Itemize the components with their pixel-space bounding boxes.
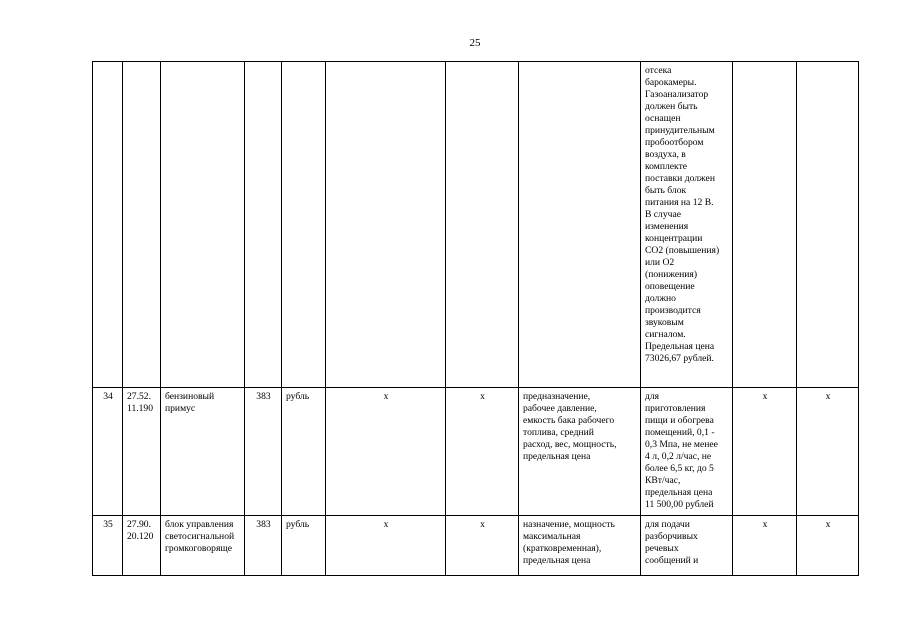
okpd2-code-cell xyxy=(123,62,161,388)
requirement-line: производится xyxy=(645,305,701,316)
requirements-cell xyxy=(641,62,733,388)
value-cell xyxy=(446,388,519,516)
requirement-line: звуковым xyxy=(645,317,684,328)
requirement-line: предельная цена xyxy=(645,487,713,498)
okpd2-code-text: 27.52. 11.190 xyxy=(127,391,154,414)
value-cell xyxy=(797,388,859,516)
characteristics-text: предназначение, рабочее давление, емкость бака рабочего топлива, средний расход, вес, мощность, предельная цена xyxy=(523,391,617,462)
characteristics-cell xyxy=(519,62,641,388)
row-number-cell xyxy=(93,388,123,516)
okei-code-cell xyxy=(245,388,282,516)
okpd2-code-text: 27.90. 20.120 xyxy=(127,519,154,542)
item-name-cell xyxy=(161,62,245,388)
requirement-line: должно xyxy=(645,293,676,304)
requirement-line: 11 500,00 рублей xyxy=(645,499,714,510)
okei-code-cell xyxy=(245,516,282,576)
item-name-text: бензиновый примус xyxy=(165,391,215,414)
requirements-cell xyxy=(641,388,733,516)
unit-text: рубль xyxy=(286,519,310,530)
unit-cell xyxy=(282,516,326,576)
requirement-line: сигналом. xyxy=(645,329,686,340)
requirement-line: барокамеры. xyxy=(645,77,697,88)
value-cell xyxy=(326,62,446,388)
unit-cell xyxy=(282,388,326,516)
value-text: x xyxy=(762,519,768,530)
value-cell xyxy=(326,516,446,576)
unit-text: рубль xyxy=(286,391,310,402)
value-cell xyxy=(733,62,797,388)
okpd2-code-cell xyxy=(123,516,161,576)
value-text: x xyxy=(383,391,389,402)
table-row xyxy=(93,62,859,388)
requirement-line: или О2 xyxy=(645,257,675,268)
value-text: x xyxy=(383,519,389,530)
requirement-line: (понижения) xyxy=(645,269,698,280)
value-cell xyxy=(326,388,446,516)
requirement-line: пробоотбором xyxy=(645,137,704,148)
value-cell xyxy=(797,516,859,576)
value-cell xyxy=(797,62,859,388)
specification-table xyxy=(92,61,859,576)
requirement-line: речевых xyxy=(645,543,679,554)
row-number-text: 34 xyxy=(103,391,113,402)
requirement-line: В случае xyxy=(645,209,681,220)
value-text: x xyxy=(825,519,831,530)
value-text: x xyxy=(480,391,485,402)
value-text: x xyxy=(825,391,831,402)
row-number-cell xyxy=(93,62,123,388)
requirement-line: оповещение xyxy=(645,281,695,292)
requirement-line: КВт/час, xyxy=(645,475,681,486)
unit-cell xyxy=(282,62,326,388)
okei-code-text: 383 xyxy=(256,391,271,402)
row-number-text: 35 xyxy=(103,519,113,530)
requirement-line: 73026,67 рублей. xyxy=(645,353,714,364)
item-name-cell xyxy=(161,388,245,516)
requirement-line: питания на 12 В. xyxy=(645,197,714,208)
requirement-line: приготовления xyxy=(645,403,706,414)
characteristics-text: назначение, мощность максимальная (кратковременная), предельная цена xyxy=(523,519,615,566)
table-row xyxy=(93,516,859,576)
value-text: x xyxy=(480,519,485,530)
requirement-line: принудительным xyxy=(645,125,715,136)
requirement-line: должен быть xyxy=(645,101,698,112)
requirement-line: сообщений и xyxy=(645,555,699,566)
requirement-line: 4 л, 0,2 л/час, не xyxy=(645,451,712,462)
okei-code-cell xyxy=(245,62,282,388)
requirement-line: более 6,5 кг, до 5 xyxy=(645,463,714,474)
item-name-text: блок управления светосигнальной громкоговоряще xyxy=(165,519,235,554)
requirements-cell xyxy=(641,516,733,576)
requirement-line: Предельная цена xyxy=(645,341,715,352)
requirement-line: поставки должен xyxy=(645,173,715,184)
requirement-line: СО2 (повышения) xyxy=(645,245,720,256)
item-name-cell xyxy=(161,516,245,576)
value-cell xyxy=(733,516,797,576)
value-cell xyxy=(446,62,519,388)
requirement-line: комплекте xyxy=(645,161,688,172)
requirement-line: пищи и обогрева xyxy=(645,415,714,426)
value-text: x xyxy=(762,391,768,402)
requirement-line: оснащен xyxy=(645,113,681,124)
okpd2-code-cell xyxy=(123,388,161,516)
requirement-line: воздуха, в xyxy=(645,149,686,160)
okei-code-text: 383 xyxy=(256,519,271,530)
requirement-line: быть блок xyxy=(645,185,687,196)
requirement-line: концентрации xyxy=(645,233,703,244)
value-cell xyxy=(733,388,797,516)
requirement-line: помещений, 0,1 - xyxy=(645,427,715,438)
requirement-line: для xyxy=(645,391,660,402)
requirement-line: изменения xyxy=(645,221,689,232)
requirement-line: отсека xyxy=(645,65,672,76)
requirement-line: разборчивых xyxy=(645,531,698,542)
value-cell xyxy=(446,516,519,576)
characteristics-cell xyxy=(519,516,641,576)
table-row xyxy=(93,388,859,516)
requirement-line: Газоанализатор xyxy=(645,89,709,100)
requirement-line: для подачи xyxy=(645,519,690,530)
characteristics-cell xyxy=(519,388,641,516)
requirement-line: 0,3 Мпа, не менее xyxy=(645,439,718,450)
page-number: 25 xyxy=(469,37,481,49)
row-number-cell xyxy=(93,516,123,576)
